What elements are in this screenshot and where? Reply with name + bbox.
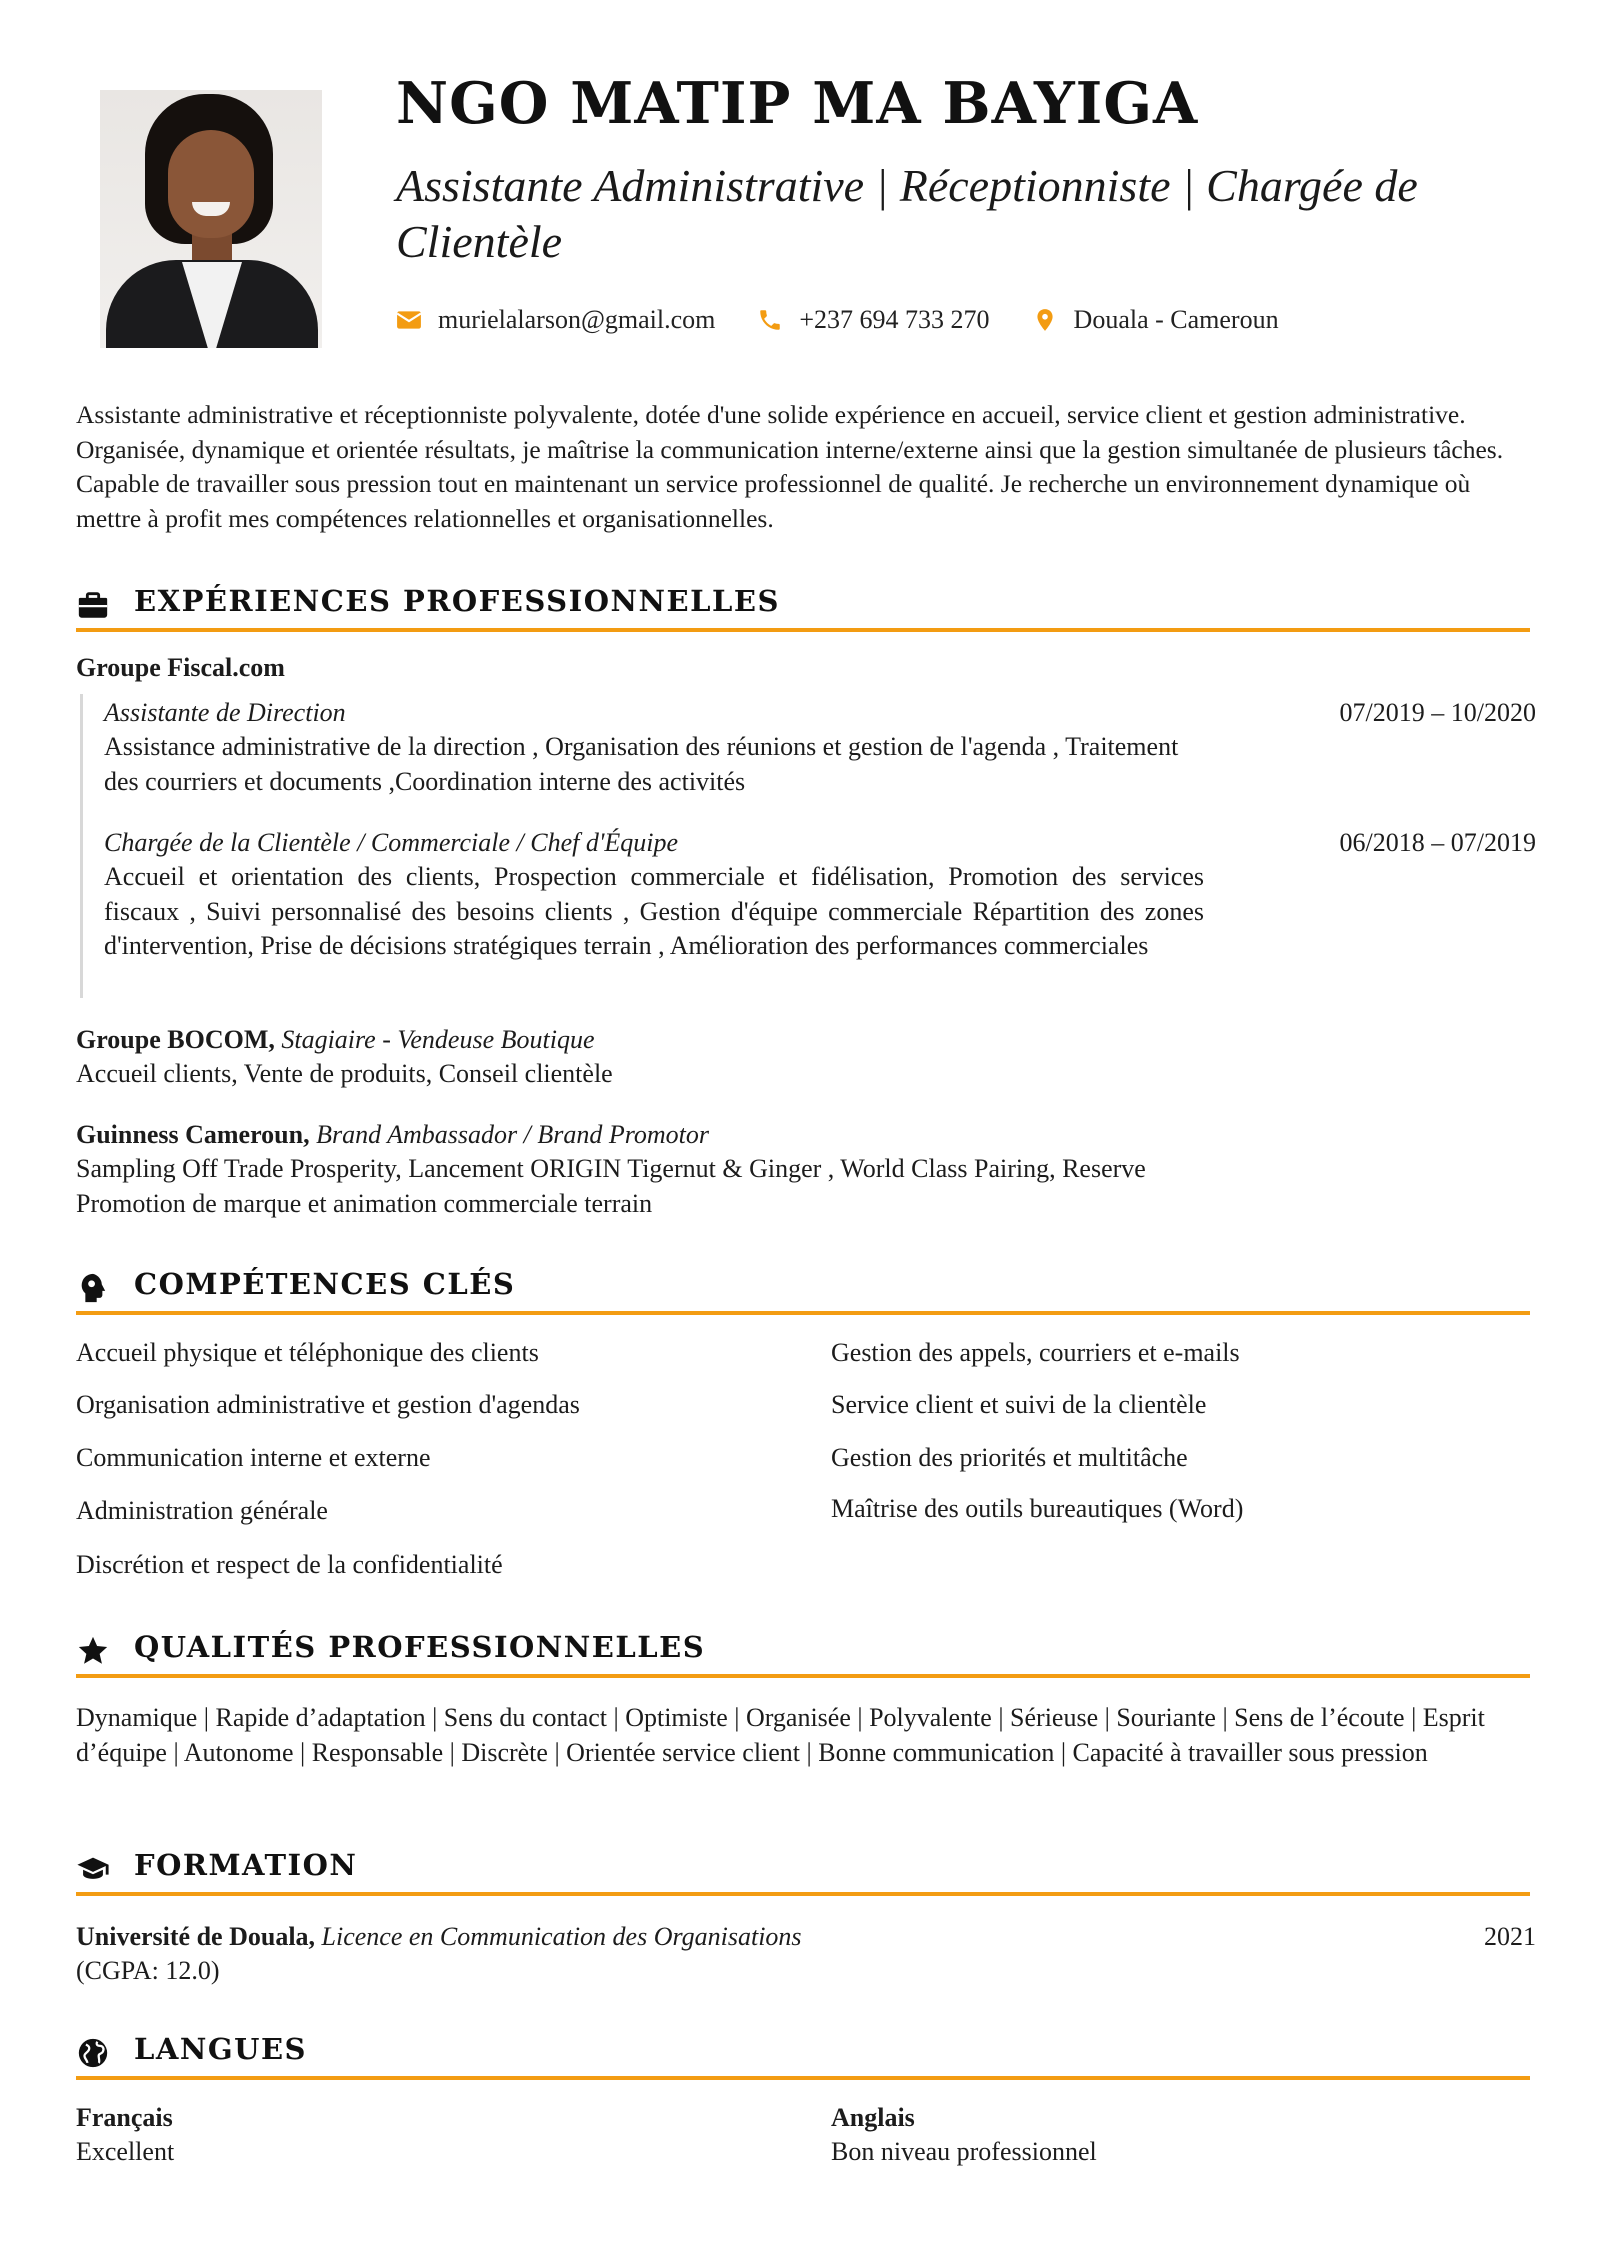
language-level: Excellent <box>76 2137 175 2166</box>
role-dates: 07/2019 – 10/2020 <box>1339 698 1536 727</box>
skill-item: Discrétion et respect de la confidentialité <box>76 1550 503 1579</box>
role-title: Chargée de la Clientèle / Commerciale / Chef d'Équipe <box>104 828 679 857</box>
education-year: 2021 <box>1484 1922 1536 1951</box>
section-languages-heading <box>76 2030 1530 2080</box>
language-name: Anglais <box>831 2103 915 2132</box>
role-description: Accueil clients, Vente de produits, Conseil clientèle <box>76 1059 613 1088</box>
company-fiscal: Groupe Fiscal.com <box>76 653 285 682</box>
role-description: Assistance administrative de la direction , Organisation des réunions et gestion de l'agenda , Traitement des courriers et documents ,Coordination interne des activités <box>104 732 1179 796</box>
phone-text: +237 694 733 270 <box>799 305 990 334</box>
section-title: COMPÉTENCES CLÉS <box>134 1267 516 1301</box>
phone-icon <box>757 307 783 333</box>
skill-item: Accueil physique et téléphonique des clients <box>76 1338 539 1367</box>
role-description: Sampling Off Trade Prosperity, Lancement ORIGIN Tigernut & Ginger , World Class Pairing, Reserve Promotion de marque et animation commerciale terrain <box>76 1154 1146 1218</box>
section-experience-heading <box>76 582 1530 632</box>
language-name: Français <box>76 2103 173 2132</box>
role-title: Stagiaire - Vendeuse Boutique <box>281 1025 595 1054</box>
skill-item: Service client et suivi de la clientèle <box>831 1390 1207 1419</box>
contact-location <box>1032 305 1279 335</box>
briefcase-icon <box>76 588 110 622</box>
profile-photo <box>100 90 322 348</box>
section-title: FORMATION <box>134 1848 358 1882</box>
role-title: Assistante de Direction <box>104 698 346 727</box>
candidate-title: Assistante Administrative | Réceptionniste | Chargée de Clientèle <box>396 160 1418 267</box>
skill-item: Organisation administrative et gestion d'agendas <box>76 1390 580 1419</box>
role-description: Accueil et orientation des clients, Prospection commerciale et fidélisation, Promotion des services fiscaux , Suivi personnalisé des besoins clients , Gestion d'équipe commerciale Répartition des zones d'intervention, Prise de décisions stratégiques terrain , Amélioration des performances commerciales <box>104 862 1204 960</box>
section-title: EXPÉRIENCES PROFESSIONNELLES <box>134 584 780 618</box>
skill-item: Communication interne et externe <box>76 1443 431 1472</box>
skill-item: Gestion des appels, courriers et e-mails <box>831 1338 1240 1367</box>
location-text: Douala - Cameroun <box>1073 305 1279 334</box>
section-title: QUALITÉS PROFESSIONNELLES <box>134 1630 706 1664</box>
contact-email[interactable] <box>396 305 715 335</box>
school-name: Université de Douala, <box>76 1922 316 1951</box>
section-education-heading <box>76 1846 1530 1896</box>
envelope-icon <box>396 307 422 333</box>
brain-head-icon <box>76 1271 110 1305</box>
job-bocom <box>76 1023 595 1058</box>
skill-item: Maîtrise des outils bureautiques (Word) <box>831 1494 1244 1523</box>
role-dates: 06/2018 – 07/2019 <box>1339 828 1536 857</box>
company-name: Guinness Cameroun, <box>76 1120 310 1149</box>
graduation-cap-icon <box>76 1852 110 1886</box>
candidate-name: NGO MATIP MA BAYIGA <box>396 70 1199 137</box>
education-note: (CGPA: 12.0) <box>76 1956 220 1985</box>
contact-phone[interactable] <box>757 305 989 335</box>
contact-row <box>396 305 1279 335</box>
location-pin-icon <box>1032 307 1058 333</box>
star-icon <box>76 1634 110 1668</box>
education-entry <box>76 1920 802 1955</box>
degree-name: Licence en Communication des Organisations <box>321 1922 802 1951</box>
section-title: LANGUES <box>134 2032 308 2066</box>
job-guinness <box>76 1118 709 1153</box>
language-level: Bon niveau professionnel <box>831 2137 1097 2166</box>
section-skills-heading <box>76 1265 1530 1315</box>
qualities-text: Dynamique | Rapide d’adaptation | Sens du contact | Optimiste | Organisée | Polyvalente | Sérieuse | Souriante | Sens de l’écoute | Esprit d’équipe | Autonome | Responsable | Discrète | Orientée service client | Bonne communication | Capacité à travailler sous pression <box>76 1703 1485 1767</box>
section-qualities-heading <box>76 1628 1530 1678</box>
role-title: Brand Ambassador / Brand Promotor <box>316 1120 709 1149</box>
skill-item: Administration générale <box>76 1496 328 1525</box>
profile-summary: Assistante administrative et réceptionniste polyvalente, dotée d'une solide expérience en accueil, service client et gestion administrative. Organisée, dynamique et orientée résultats, je maîtrise la communication interne/externe ainsi que la gestion simultanée de plusieurs tâches. Capable de travailler sous pression tout en maintenant un service professionnel de qualité. Je recherche un environnement dynamique où mettre à profit mes compétences relationnelles et organisationnelles. <box>76 400 1504 533</box>
company-name: Groupe BOCOM, <box>76 1025 275 1054</box>
email-text: murielalarson@gmail.com <box>438 305 716 334</box>
globe-icon <box>76 2036 110 2070</box>
timeline-line <box>80 694 83 998</box>
skill-item: Gestion des priorités et multitâche <box>831 1443 1188 1472</box>
